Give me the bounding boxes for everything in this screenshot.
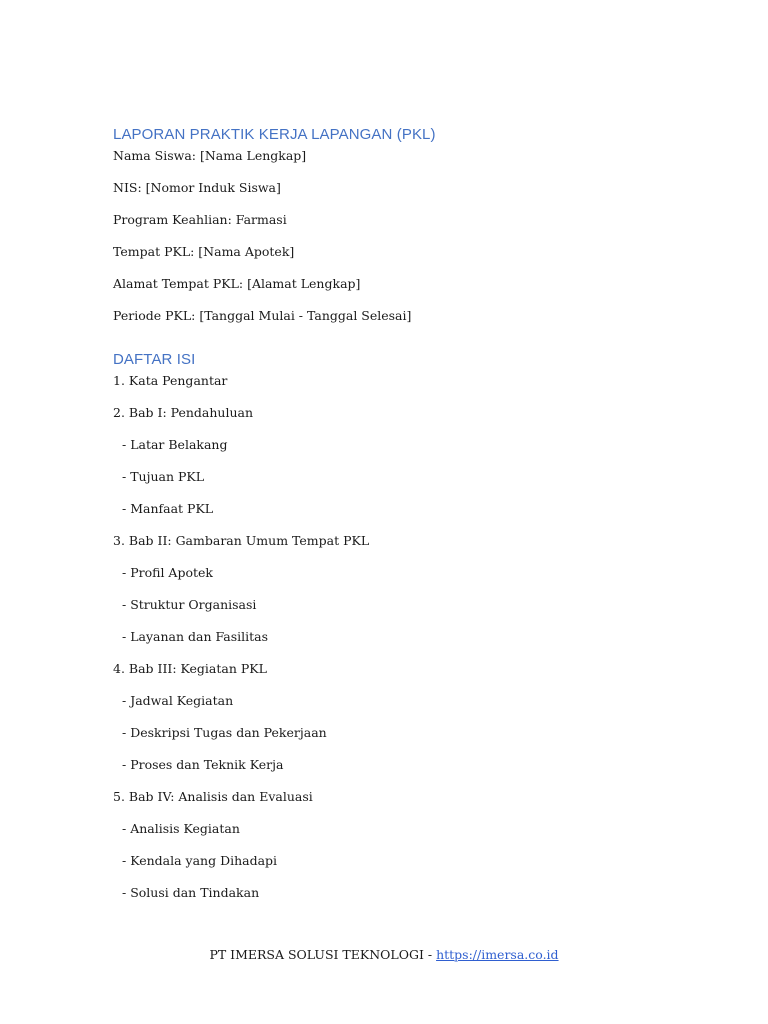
field-student-id: NIS: [Nomor Induk Siswa] [113, 180, 281, 195]
toc-item-chapter: 4. Bab III: Kegiatan PKL [113, 661, 267, 676]
footer-link[interactable]: https://imersa.co.id [436, 947, 559, 962]
toc-item-chapter: 1. Kata Pengantar [113, 373, 228, 388]
toc-item-section: - Profil Apotek [122, 565, 213, 580]
toc-item-chapter: 2. Bab I: Pendahuluan [113, 405, 254, 420]
toc-item-section: - Solusi dan Tindakan [122, 885, 260, 900]
toc-item-section: - Deskripsi Tugas dan Pekerjaan [122, 725, 327, 740]
field-pkl-period: Periode PKL: [Tanggal Mulai - Tanggal Selesai] [113, 308, 412, 323]
toc-item-chapter: 5. Bab IV: Analisis dan Evaluasi [113, 789, 313, 804]
toc-item-section: - Analisis Kegiatan [122, 821, 240, 836]
report-title: LAPORAN PRAKTIK KERJA LAPANGAN (PKL) [113, 126, 436, 143]
page-footer [0, 945, 768, 965]
toc-item-section: - Kendala yang Dihadapi [122, 853, 278, 868]
toc-item-section: - Manfaat PKL [122, 501, 214, 516]
toc-item-section: - Jadwal Kegiatan [122, 693, 234, 708]
toc-item-chapter: 3. Bab II: Gambaran Umum Tempat PKL [113, 533, 370, 548]
footer-company: PT IMERSA SOLUSI TEKNOLOGI - [209, 947, 437, 962]
toc-item-section: - Layanan dan Fasilitas [122, 629, 269, 644]
toc-item-section: - Proses dan Teknik Kerja [122, 757, 284, 772]
toc-item-section: - Latar Belakang [122, 437, 228, 452]
field-student-name: Nama Siswa: [Nama Lengkap] [113, 148, 307, 163]
toc-title: DAFTAR ISI [113, 351, 196, 368]
toc-item-section: - Tujuan PKL [122, 469, 205, 484]
field-pkl-place: Tempat PKL: [Nama Apotek] [113, 244, 295, 259]
field-program: Program Keahlian: Farmasi [113, 212, 287, 227]
document-body [113, 124, 673, 915]
field-pkl-address: Alamat Tempat PKL: [Alamat Lengkap] [113, 276, 361, 291]
toc-item-section: - Struktur Organisasi [122, 597, 257, 612]
